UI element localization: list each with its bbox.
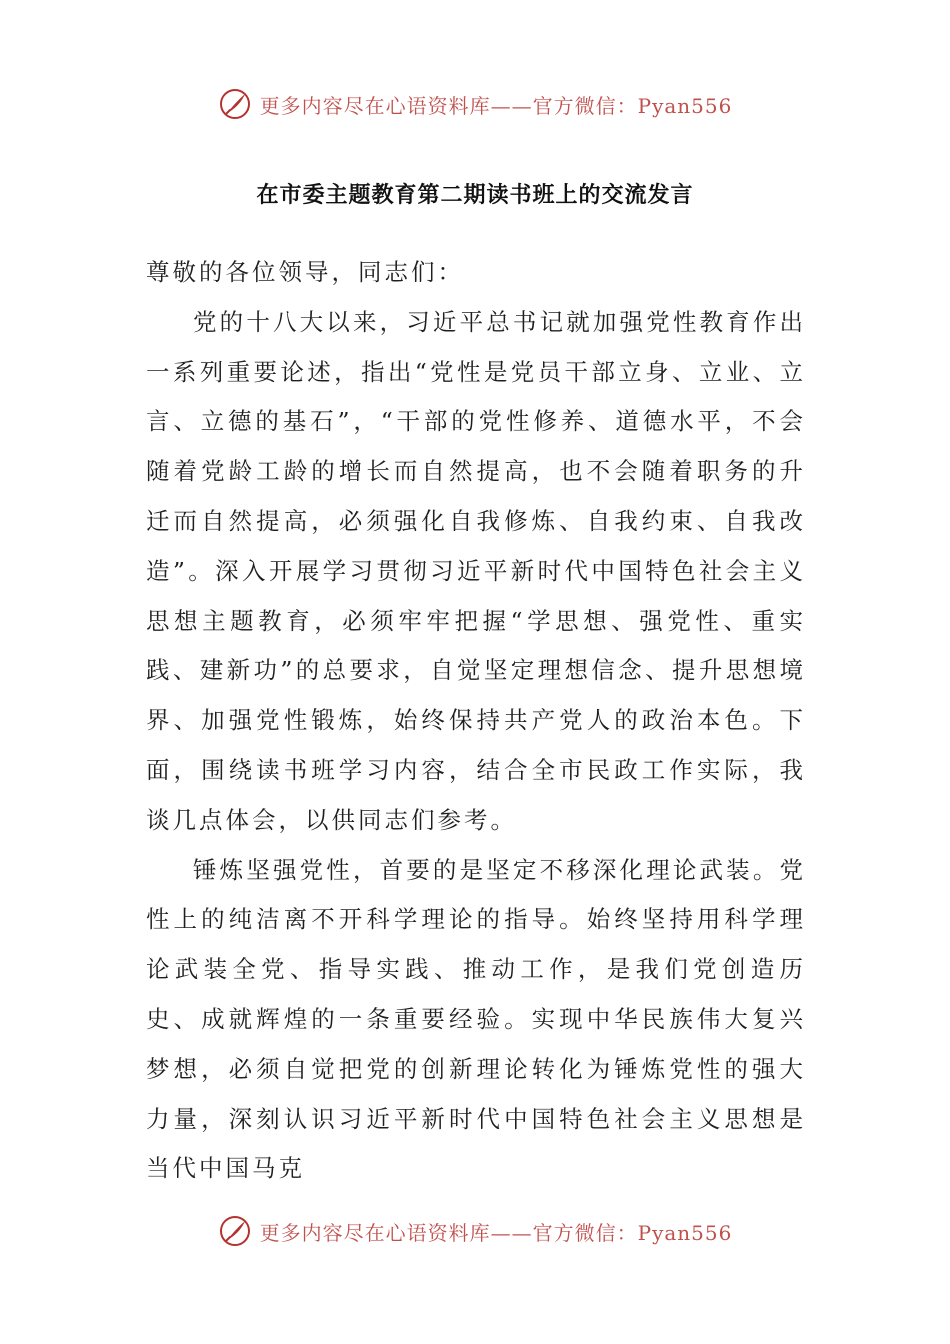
quill-pen-circle-icon xyxy=(218,1214,252,1248)
watermark-banner-bottom xyxy=(0,1211,950,1251)
document-title: 在市委主题教育第二期读书班上的交流发言 xyxy=(256,183,694,208)
salutation: 尊敬的各位领导，同志们： xyxy=(146,258,464,286)
document-body xyxy=(146,248,806,1194)
quill-pen-circle-icon xyxy=(218,87,252,121)
paragraph: 锤炼坚强党性，首要的是坚定不移深化理论武装。党性上的纯洁离不开科学理论的指导。始终坚持用科学理论武装全党、指导实践、推动工作，是我们党创造历史、成就辉煌的一条重要经验。实现中华民族伟大复兴梦想，必须自觉把党的创新理论转化为锤炼党性的强大力量，深刻认识习近平新时代中国特色社会主义思想是当代中国马克 xyxy=(146,855,806,1183)
watermark-banner-top xyxy=(0,84,950,124)
watermark-text: 更多内容尽在心语资料库——官方微信：Pyan556 xyxy=(259,1220,733,1245)
watermark-text: 更多内容尽在心语资料库——官方微信：Pyan556 xyxy=(259,93,733,118)
paragraph: 党的十八大以来，习近平总书记就加强党性教育作出一系列重要论述，指出“党性是党员干部立身、立业、立言、立德的基石”，“干部的党性修养、道德水平，不会随着党龄工龄的增长而自然提高，也不会随着职务的升迁而自然提高，必须强化自我修炼、自我约束、自我改造”。深入开展学习贯彻习近平新时代中国特色社会主义思想主题教育，必须牢牢把握“学思想、强党性、重实践、建新功”的总要求，自觉坚定理想信念、提升思想境界、加强党性锻炼，始终保持共产党人的政治本色。下面，围绕读书班学习内容，结合全市民政工作实际，我谈几点体会，以供同志们参考。 xyxy=(146,307,806,834)
